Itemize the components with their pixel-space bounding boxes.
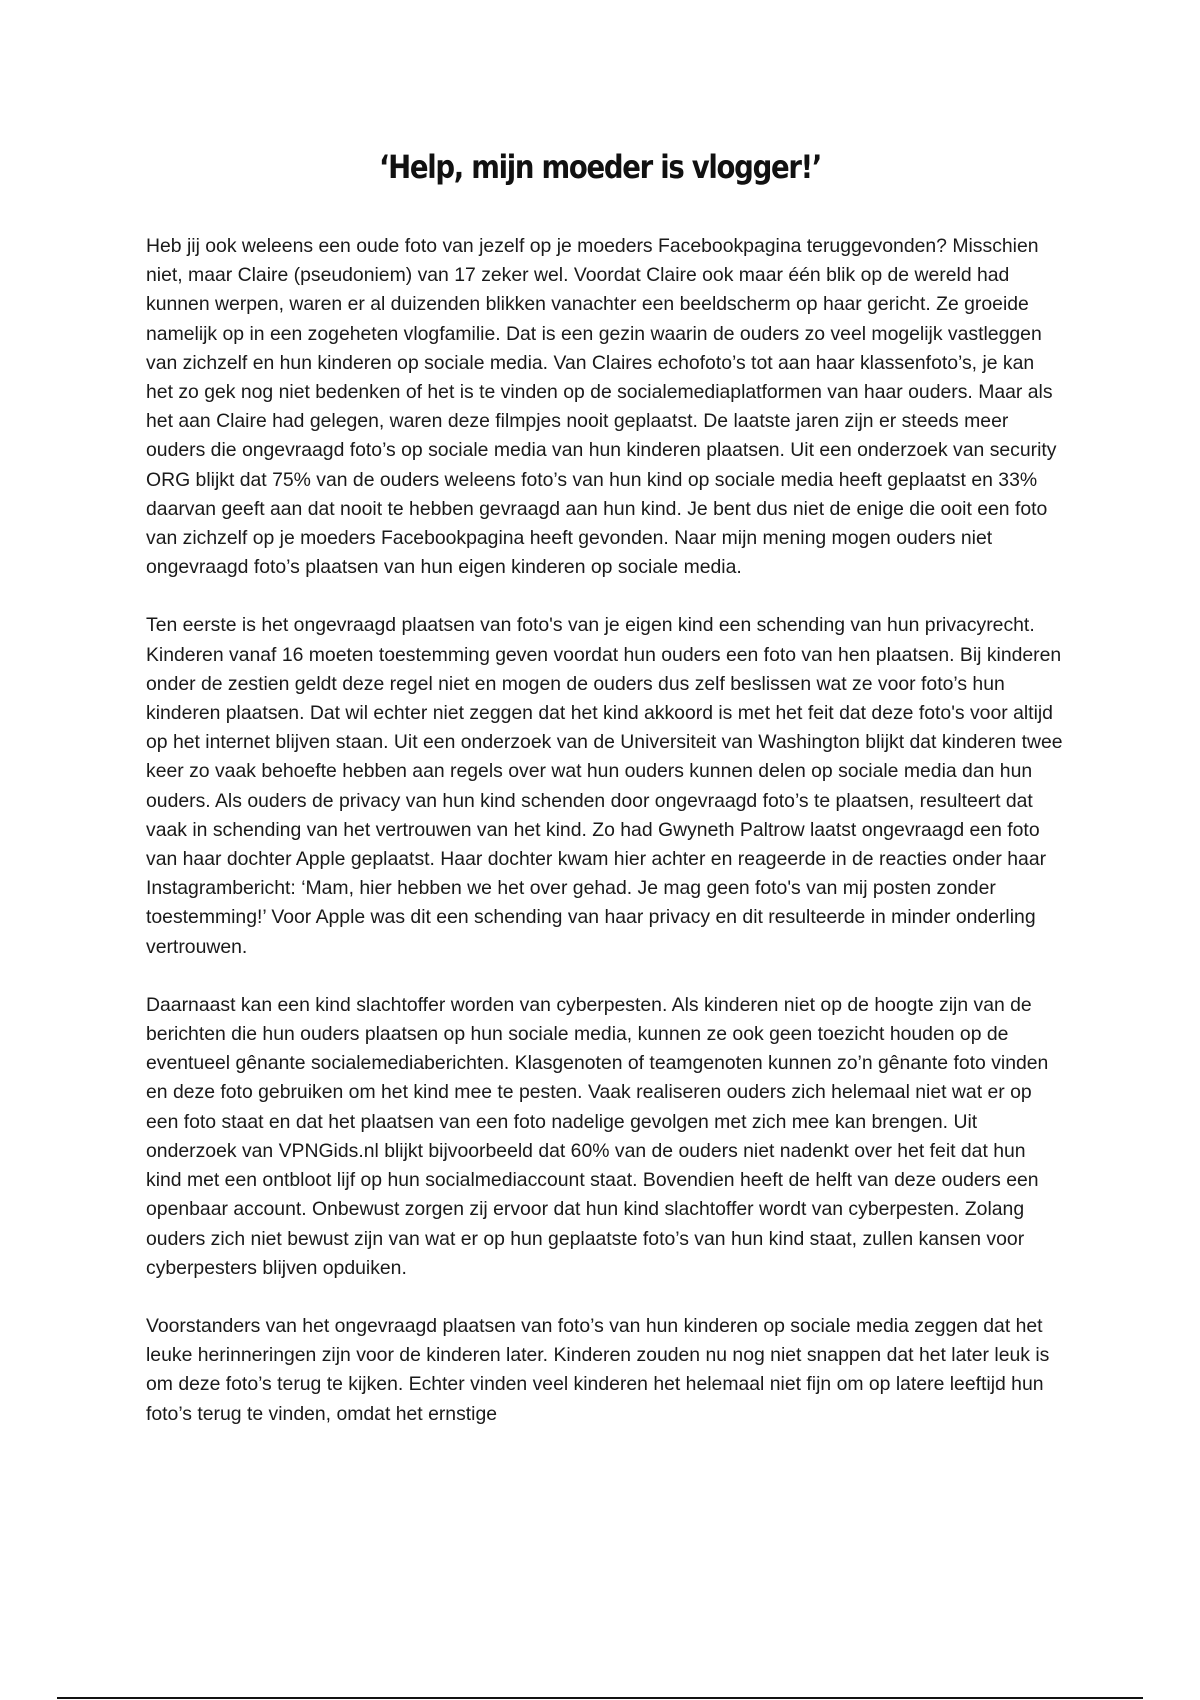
document-body [146,232,1066,1458]
paragraph-privacy: Ten eerste is het ongevraagd plaatsen van foto's van je eigen kind een schending van hun privacyrecht. Kinderen vanaf 16 moeten toestemming geven voordat hun ouders een foto van hen plaatsen. Bij kinderen onder de zestien geldt deze regel niet en mogen de ouders dus zelf beslissen wat ze voor foto’s hun kinderen plaatsen. Dat wil echter niet zeggen dat het kind akkoord is met het feit dat deze foto's voor altijd op het internet blijven staan. Uit een onderzoek van de Universiteit van Washington blijkt dat kinderen twee keer zo vaak behoefte hebben aan regels over wat hun ouders kunnen delen op sociale media dan hun ouders. Als ouders de privacy van hun kind schenden door ongevraagd foto’s te plaatsen, resulteert dat vaak in schending van het vertrouwen van het kind. Zo had Gwyneth Paltrow laatst ongevraagd een foto van haar dochter Apple geplaatst. Haar dochter kwam hier achter en reageerde in de reacties onder haar Instagrambericht: ‘Mam, hier hebben we het over gehad. Je mag geen foto's van mij posten zonder toestemming!’ Voor Apple was dit een schending van haar privacy en dit resulteerde in minder onderling vertrouwen. [146,614,1063,958]
paragraph-intro: Heb jij ook weleens een oude foto van jezelf op je moeders Facebookpagina teruggevonden? Misschien niet, maar Claire (pseudoniem) van 17 zeker wel. Voordat Claire ook maar één blik op de wereld had kunnen werpen, waren er al duizenden blikken vanachter een beeldscherm op haar gericht. Ze groeide namelijk op in een zogeheten vlogfamilie. Dat is een gezin waarin de ouders zo veel mogelijk vastleggen van zichzelf en hun kinderen op sociale media. Van Claires echofoto’s tot aan haar klassenfoto’s, je kan het zo gek nog niet bedenken of het is te vinden op de socialemediaplatformen van haar ouders. Maar als het aan Claire had gelegen, waren deze filmpjes nooit geplaatst. De laatste jaren zijn er steeds meer ouders die ongevraagd foto’s op sociale media van hun kinderen plaatsen. Uit een onderzoek van security ORG blijkt dat 75% van de ouders weleens foto’s van hun kind op sociale media heeft geplaatst en 33% daarvan geeft aan dat nooit te hebben gevraagd aan hun kind. Je bent dus niet de enige die ooit een foto van zichzelf op je moeders Facebookpagina heeft gevonden. Naar mijn mening mogen ouders niet ongevraagd foto’s plaatsen van hun eigen kinderen op sociale media. [146,235,1057,579]
footer-divider [57,1697,1143,1699]
paragraph-cyberbullying: Daarnaast kan een kind slachtoffer worden van cyberpesten. Als kinderen niet op de hoogte zijn van de berichten die hun ouders plaatsen op hun sociale media, kunnen ze ook geen toezicht houden op de eventueel gênante socialemediaberichten. Klasgenoten of teamgenoten kunnen zo’n gênante foto vinden en deze foto gebruiken om het kind mee te pesten. Vaak realiseren ouders zich helemaal niet wat er op een foto staat en dat het plaatsen van een foto nadelige gevolgen met zich mee kan brengen. Uit onderzoek van VPNGids.nl blijkt bijvoorbeeld dat 60% van de ouders niet nadenkt over het feit dat hun kind met een ontbloot lijf op hun socialmediaccount staat. Bovendien heeft de helft van deze ouders een openbaar account. Onbewust zorgen zij ervoor dat hun kind slachtoffer wordt van cyberpesten. Zolang ouders zich niet bewust zijn van wat er op hun geplaatste foto’s van hun kind staat, zullen kansen voor cyberpesters blijven opduiken. [146,993,1049,1279]
paragraph-counterargument: Voorstanders van het ongevraagd plaatsen van foto’s van hun kinderen op sociale media zeggen dat het leuke herinneringen zijn voor de kinderen later. Kinderen zouden nu nog niet snappen dat het later leuk is om deze foto’s terug te kijken. Echter vinden veel kinderen het helemaal niet fijn om op latere leeftijd hun foto’s terug te vinden, omdat het ernstige [146,1314,1050,1425]
document-title: ‘Help, mijn moeder is vlogger!’ [378,148,822,186]
